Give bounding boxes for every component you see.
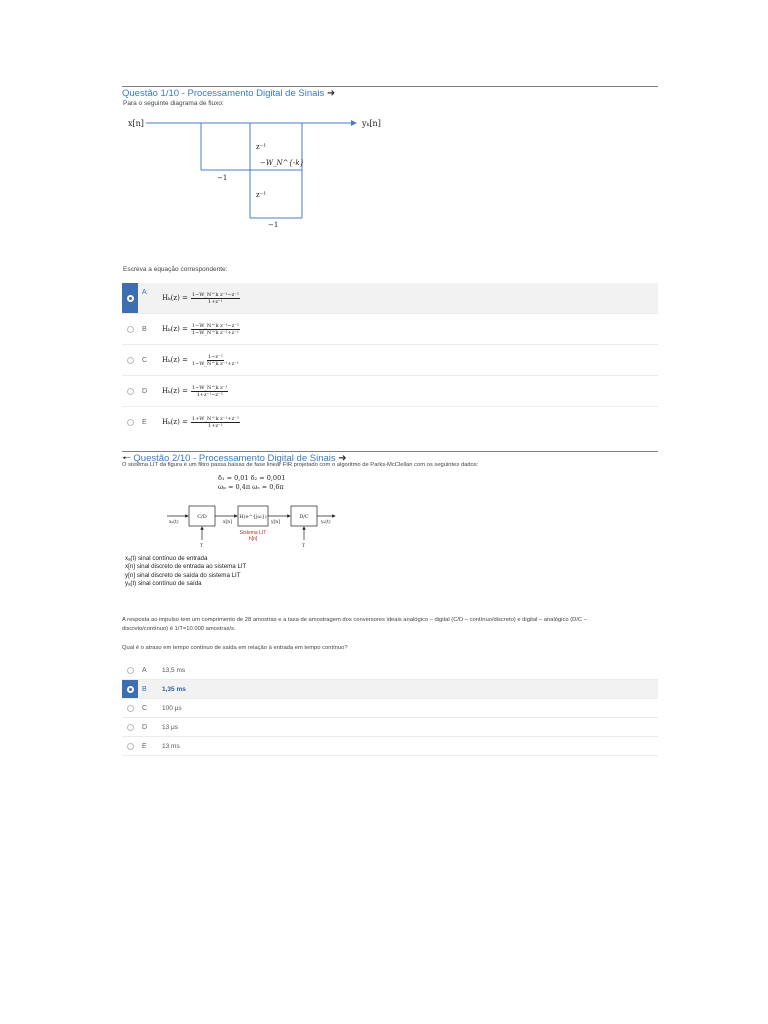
legend-item: yₐ(t) sinal contínuo de saída [125, 579, 202, 587]
option-b-formula [162, 323, 240, 336]
diagram-input-label: x[n] [128, 119, 144, 128]
system-block-diagram [165, 496, 345, 550]
spec-line-1: δ₁ = 0,01 δ₂ = 0,001 [218, 474, 286, 482]
option-c-text: 100 μs [162, 704, 182, 712]
legend-item: y[n] sinal discreto de saída do sistema LIT [125, 571, 241, 579]
option-b-text: 1,35 ms [162, 685, 186, 693]
question-1-instruction: Escreva a equação correspondente: [123, 266, 228, 273]
t2-label: T [302, 544, 306, 549]
flow-diagram [122, 110, 392, 235]
diagram-output-label: yₖ[n] [362, 119, 381, 128]
xa-label: xₐ(t) [169, 520, 179, 525]
question-2-paragraph-2: discreto/contínuo) é 1/T=10.000 amostras/s. [122, 626, 236, 632]
option-d-text: 13 μs [162, 723, 179, 731]
option-letter: A [142, 289, 147, 296]
option-letter: A [142, 666, 147, 674]
diagram-gain1-label: −1 [217, 174, 228, 182]
ya-label: yₐ(t) [321, 520, 331, 525]
option-letter: E [142, 418, 147, 426]
formula-numerator: 1−W_N^k z⁻¹−z⁻² [191, 322, 239, 329]
option-a[interactable] [122, 283, 658, 314]
option-e-text: 13 ms [162, 742, 180, 750]
legend-item: x[n] sinal discreto de entrada ao sistema LIT [125, 563, 247, 571]
formula-numerator: 1−W_N^k z⁻¹ [191, 384, 228, 391]
option-e[interactable] [122, 407, 658, 437]
option-letter: D [142, 723, 148, 731]
cd-label: C/D [197, 514, 207, 520]
formula-numerator: 1+W_N^k z⁻¹+z⁻² [191, 415, 239, 422]
diagram-twiddle-label: −W_N^{-k} [260, 159, 305, 167]
option-e-radio[interactable] [127, 743, 134, 750]
option-e-radio[interactable] [127, 419, 134, 426]
option-letter: C [142, 356, 148, 364]
question-1-prompt: Para o seguinte diagrama de fluxo: [123, 100, 224, 107]
question-1-title [122, 88, 335, 99]
option-c-formula [162, 354, 240, 367]
diagram-z2-label: z⁻¹ [256, 191, 267, 199]
option-letter: E [142, 742, 147, 750]
option-d[interactable] [122, 376, 658, 407]
option-e[interactable] [122, 737, 658, 756]
legend-item: xₐ(t) sinal contínuo de entrada [125, 555, 208, 562]
question-2-options [122, 661, 658, 756]
formula-denominator: 1−W_N^k z⁻¹+z⁻¹ [191, 329, 239, 336]
prev-arrow-icon[interactable]: 🠔 [122, 453, 131, 464]
lit-label: Sistema LIT [239, 530, 267, 536]
formula-denominator: 1+z⁻¹ [208, 422, 223, 429]
option-d-formula [162, 385, 228, 398]
question-1-title-text: Questão 1/10 - Processamento Digital de Sinais [122, 88, 325, 99]
diagram-z1-label: z⁻¹ [256, 143, 267, 151]
question-2-intro: O sistema LIT da figura é um filtro passa baixas de fase linear FIR projetado com o algoritmo de Parks-McClellan com os seguintes dados: [122, 462, 479, 468]
option-d[interactable] [122, 718, 658, 737]
option-c[interactable] [122, 345, 658, 376]
option-d-radio[interactable] [127, 388, 134, 395]
h-label: H(e^{jω}) [239, 514, 267, 520]
option-a-radio[interactable] [127, 295, 134, 302]
formula-lhs: Hₖ(z) = [162, 387, 188, 395]
option-a-formula [162, 292, 240, 305]
option-b[interactable] [122, 680, 658, 699]
question-1-options [122, 283, 658, 437]
option-letter: B [142, 685, 147, 693]
option-d-radio[interactable] [127, 724, 134, 731]
dc-label: D/C [299, 514, 309, 520]
signal-legend [125, 555, 246, 588]
option-a-text: 13,5 ms [162, 666, 186, 674]
xn-label: x[n] [223, 520, 232, 525]
question-2-question: Qual é o atraso em tempo contínuo de saída em relação à entrada em tempo contínuo? [122, 645, 348, 651]
hn-label: h[n] [248, 536, 258, 542]
formula-numerator: 1−W_N^k z⁻¹−z⁻² [191, 291, 239, 298]
formula-lhs: Hₖ(z) = [162, 325, 188, 333]
next-arrow-icon[interactable]: ➜ [338, 453, 347, 464]
spec-line-2: ωₚ = 0,4π ωₛ = 0,6π [218, 483, 284, 491]
formula-lhs: Hₖ(z) = [162, 294, 188, 302]
formula-lhs: Hₖ(z) = [162, 356, 188, 364]
formula-denominator: 1+z⁻¹−z⁻² [196, 391, 223, 398]
option-letter: C [142, 704, 148, 712]
option-a-radio[interactable] [127, 667, 134, 674]
option-e-formula [162, 416, 240, 429]
formula-denominator: 1−W_N^k z⁻¹+z⁻¹ [191, 360, 239, 367]
yn-label: y[n] [271, 520, 280, 525]
formula-numerator: 1−z⁻² [208, 353, 223, 360]
option-c-radio[interactable] [127, 705, 134, 712]
t1-label: T [200, 544, 204, 549]
formula-denominator: 1+z⁻¹ [208, 298, 223, 305]
next-arrow-icon[interactable]: ➜ [326, 88, 336, 99]
option-b-radio[interactable] [127, 686, 134, 693]
option-letter: D [142, 387, 148, 395]
option-a[interactable] [122, 661, 658, 680]
formula-lhs: Hₖ(z) = [162, 418, 188, 426]
top-divider [122, 86, 658, 87]
diagram-gain2-label: −1 [268, 221, 279, 229]
option-c-radio[interactable] [127, 357, 134, 364]
question-2-paragraph-1: A resposta ao impulso tem um comprimento de 28 amostras e a taxa de amostragem dos conversores ideais analógico – digital (C/D – contínuo/discreto) e digital – analógico (D/C – [122, 617, 587, 623]
option-b[interactable] [122, 314, 658, 345]
question-2-title-text: Questão 2/10 - Processamento Digital de Sinais [133, 453, 336, 464]
option-c[interactable] [122, 699, 658, 718]
option-b-radio[interactable] [127, 326, 134, 333]
option-letter: B [142, 325, 147, 333]
